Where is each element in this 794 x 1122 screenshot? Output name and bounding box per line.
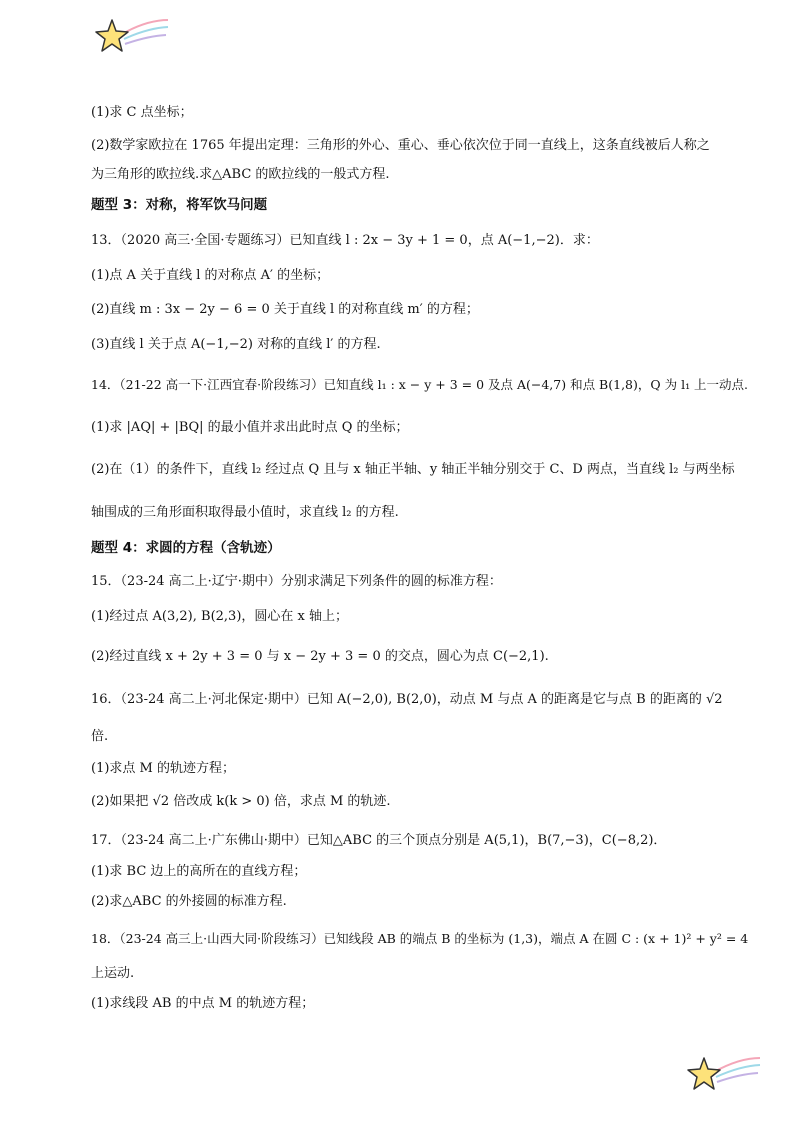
question-part: (1)经过点 A(3,2), B(2,3)，圆心在 x 轴上； — [91, 609, 348, 624]
question-part: (1)求 |AQ| + |BQ| 的最小值并求出此时点 Q 的坐标； — [91, 420, 409, 435]
question-part: 为三角形的欧拉线.求△ABC 的欧拉线的一般式方程. — [91, 167, 390, 182]
question-part: 轴围成的三角形面积取得最小值时，求直线 l₂ 的方程. — [91, 505, 399, 520]
question-stem: 16．（23-24 高二上·河北保定·期中）已知 A(−2,0), B(2,0)，动点 M 与点 A 的距离是它与点 B 的距离的 √2 — [91, 692, 723, 707]
question-stem: 14．（21-22 高一下·江西宜春·阶段练习）已知直线 l₁ : x − y + 3 = 0 及点 A(−4,7) 和点 B(1,8)，Q 为 l₁ 上一动点. — [91, 377, 749, 392]
question-stem: 17．（23-24 高二上·广东佛山·期中）已知△ABC 的三个顶点分别是 A(5,1)，B(7,−3)，C(−8,2)． — [91, 833, 667, 848]
section-heading: 题型 3：对称，将军饮马问题 — [91, 197, 268, 213]
question-part: (3)直线 l 关于点 A(−1,−2) 对称的直线 l′ 的方程. — [91, 337, 381, 352]
question-part: (2)如果把 √2 倍改成 k(k > 0) 倍，求点 M 的轨迹. — [91, 794, 391, 809]
question-part: (1)求线段 AB 的中点 M 的轨迹方程； — [91, 996, 315, 1011]
question-part: (2)在（1）的条件下，直线 l₂ 经过点 Q 且与 x 轴正半轴、y 轴正半轴分别交于 C、D 两点，当直线 l₂ 与两坐标 — [91, 462, 735, 477]
question-stem: 13．（2020 高三·全国·专题练习）已知直线 l : 2x − 3y + 1 = 0，点 A(−1,−2)．求： — [91, 233, 599, 248]
question-part: (2)数学家欧拉在 1765 年提出定理：三角形的外心、重心、垂心依次位于同一直线上，这条直线被后人称之 — [91, 138, 710, 153]
question-part: (2)直线 m : 3x − 2y − 6 = 0 关于直线 l 的对称直线 m′ 的方程； — [91, 302, 479, 317]
shooting-star-icon — [684, 1052, 764, 1097]
shooting-star-icon — [92, 14, 172, 59]
question-stem: 上运动. — [91, 966, 135, 981]
question-part: (1)求 BC 边上的高所在的直线方程； — [91, 864, 307, 879]
question-stem: 倍. — [91, 729, 109, 744]
question-part: (1)求 C 点坐标； — [91, 105, 193, 120]
question-part: (2)求△ABC 的外接圆的标准方程. — [91, 894, 287, 909]
question-part: (1)求点 M 的轨迹方程； — [91, 761, 235, 776]
question-stem: 15．（23-24 高二上·辽宁·期中）分别求满足下列条件的圆的标准方程： — [91, 574, 502, 589]
question-stem: 18．（23-24 高三上·山西大同·阶段练习）已知线段 AB 的端点 B 的坐标为 (1,3)，端点 A 在圆 C : (x + 1)² + y² = 4 — [91, 931, 749, 946]
section-heading: 题型 4：求圆的方程（含轨迹） — [91, 540, 281, 556]
question-part: (2)经过直线 x + 2y + 3 = 0 与 x − 2y + 3 = 0 的交点，圆心为点 C(−2,1). — [91, 649, 549, 664]
question-part: (1)点 A 关于直线 l 的对称点 A′ 的坐标； — [91, 268, 330, 283]
